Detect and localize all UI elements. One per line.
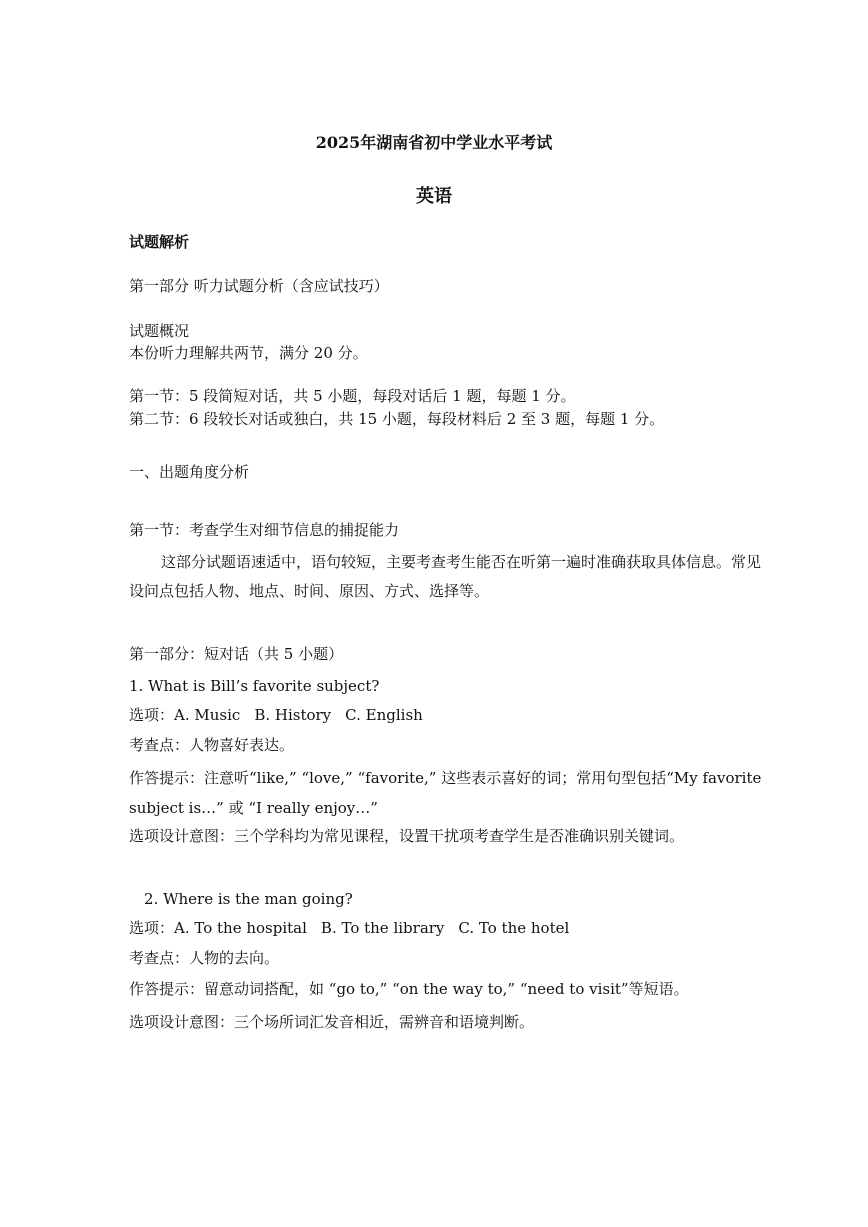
options-label: 选项： xyxy=(129,706,175,724)
part-heading: 第一部分 听力试题分析（含应试技巧） xyxy=(129,277,389,295)
question-2: 2. Where is the man going? xyxy=(144,890,353,908)
options-label: 选项： xyxy=(129,919,175,937)
option-c: C. English xyxy=(345,706,423,724)
question-2-options xyxy=(129,918,569,938)
option-b: B. History xyxy=(254,706,332,724)
option-b: B. To the library xyxy=(320,919,445,937)
overview-line-2: 第一节：5 段简短对话，共 5 小题，每段对话后 1 题，每题 1 分。 xyxy=(129,387,576,405)
overview-line-3: 第二节：6 段较长对话或独白，共 15 小题，每段材料后 2 至 3 题，每题 1 分。 xyxy=(129,410,665,428)
section1-paragraph: 这部分试题语速适中，语句较短，主要考查考生能否在听第一遍时准确获取具体信息。常见设问点包括人物、地点、时间、原因、方式、选择等。 xyxy=(129,553,762,600)
question-1-options xyxy=(129,705,423,725)
question-1-tip: 作答提示：注意听“like,” “love,” “favorite,” 这些表示喜好的词；常用句型包括“My favorite subject is…” 或 “I really enjoy…” xyxy=(129,769,762,817)
section1-heading: 第一节：考查学生对细节信息的捕捉能力 xyxy=(129,521,400,539)
question-1-focus: 考查点：人物喜好表达。 xyxy=(129,736,295,754)
question-2-focus: 考查点：人物的去向。 xyxy=(129,949,280,967)
exam-title: 2025年湖南省初中学业水平考试 xyxy=(315,133,553,152)
analysis-heading: 一、出题角度分析 xyxy=(129,463,250,481)
overview-heading: 试题概况 xyxy=(129,322,190,340)
question-1: 1. What is Bill’s favorite subject? xyxy=(129,677,380,695)
section-label: 试题解析 xyxy=(129,233,190,251)
option-a: A. To the hospital xyxy=(174,919,307,937)
option-c: C. To the hotel xyxy=(458,919,570,937)
question-2-design: 选项设计意图：三个场所词汇发音相近，需辨音和语境判断。 xyxy=(129,1013,535,1031)
subject-title: 英语 xyxy=(416,186,452,207)
question-1-design: 选项设计意图：三个学科均为常见课程，设置干扰项考查学生是否准确识别关键词。 xyxy=(129,827,685,845)
short-dialogue-heading: 第一部分：短对话（共 5 小题） xyxy=(129,645,344,663)
option-a: A. Music xyxy=(174,706,241,724)
overview-line-1: 本份听力理解共两节，满分 20 分。 xyxy=(129,344,368,362)
question-2-tip: 作答提示：留意动词搭配，如 “go to,” “on the way to,” “need to visit”等短语。 xyxy=(129,980,689,998)
